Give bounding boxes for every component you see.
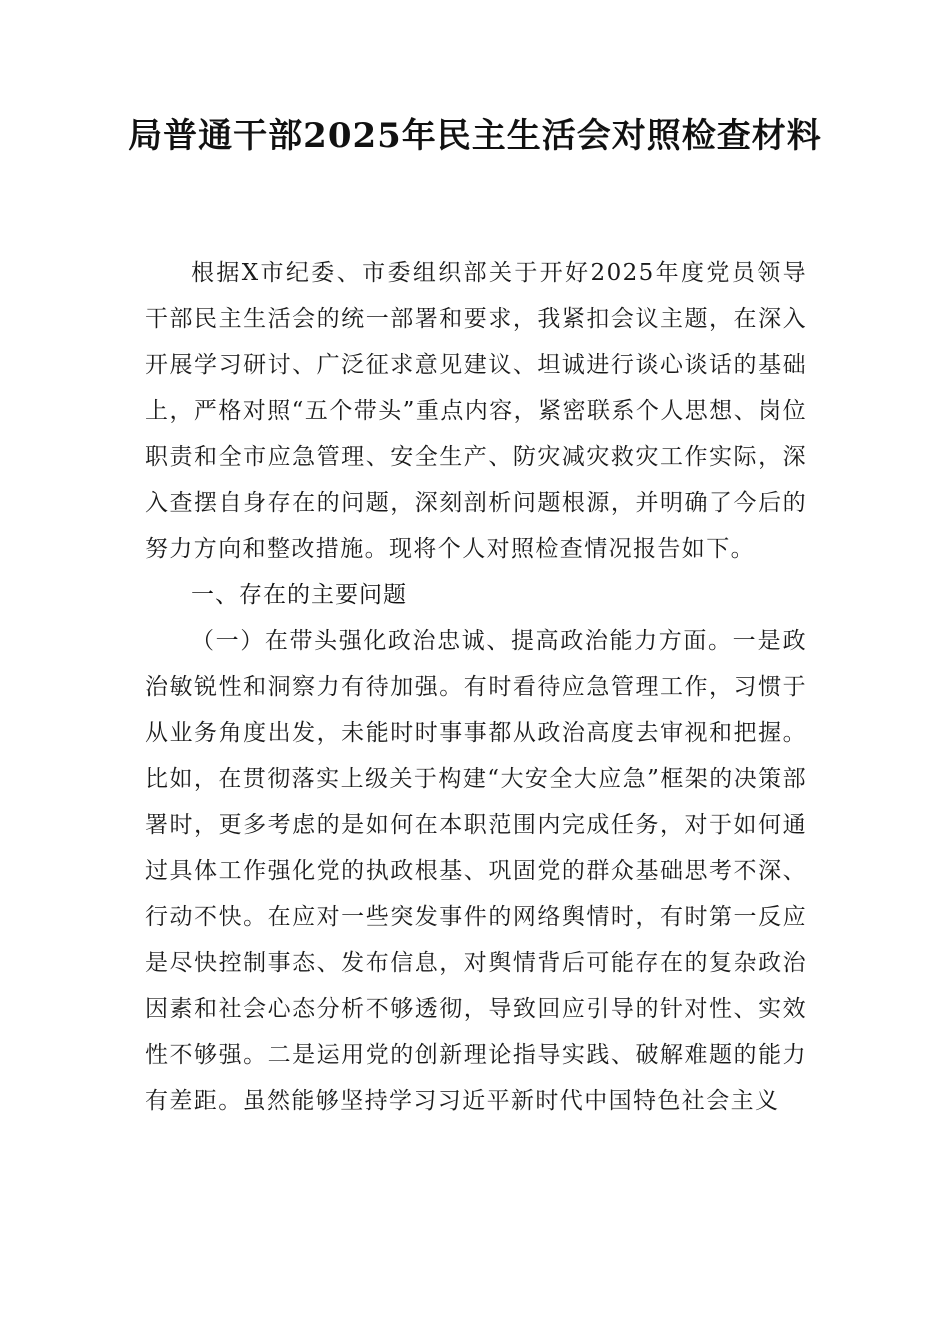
- subsection-lead: （一）在带头强化政治忠诚、提高政治能力方面。: [191, 628, 733, 654]
- section-heading-problems: 一、存在的主要问题: [191, 582, 407, 608]
- subsection-paragraph-political-loyalty: [145, 618, 807, 1124]
- subsection-body: 一是政治敏锐性和洞察力有待加强。有时看待应急管理工作，习惯于从业务角度出发，未能时时事事都从政治高度去审视和把握。比如，在贯彻落实上级关于构建“大安全大应急”框架的决策部署时，更多考虑的是如何在本职范围内完成任务，对于如何通过具体工作强化党的执政根基、巩固党的群众基础思考不深、行动不快。在应对一些突发事件的网络舆情时，有时第一反应是尽快控制事态、发布信息，对舆情背后可能存在的复杂政治因素和社会心态分析不够透彻，导致回应引导的针对性、实效性不够强。二是运用党的创新理论指导实践、破解难题的能力有差距。虽然能够坚持学习习近平新时代中国特色社会主义: [145, 628, 808, 1114]
- document-title: 局普通干部2025年民主生活会对照检查材料: [128, 116, 822, 156]
- document-body: [145, 250, 807, 1124]
- intro-paragraph: 根据X市纪委、市委组织部关于开好2025年度党员领导干部民主生活会的统一部署和要求，我紧扣会议主题，在深入开展学习研讨、广泛征求意见建议、坦诚进行谈心谈话的基础上，严格对照“五个带头”重点内容，紧密联系个人思想、岗位职责和全市应急管理、安全生产、防灾减灾救灾工作实际，深入查摆自身存在的问题，深刻剖析问题根源，并明确了今后的努力方向和整改措施。现将个人对照检查情况报告如下。: [145, 260, 807, 562]
